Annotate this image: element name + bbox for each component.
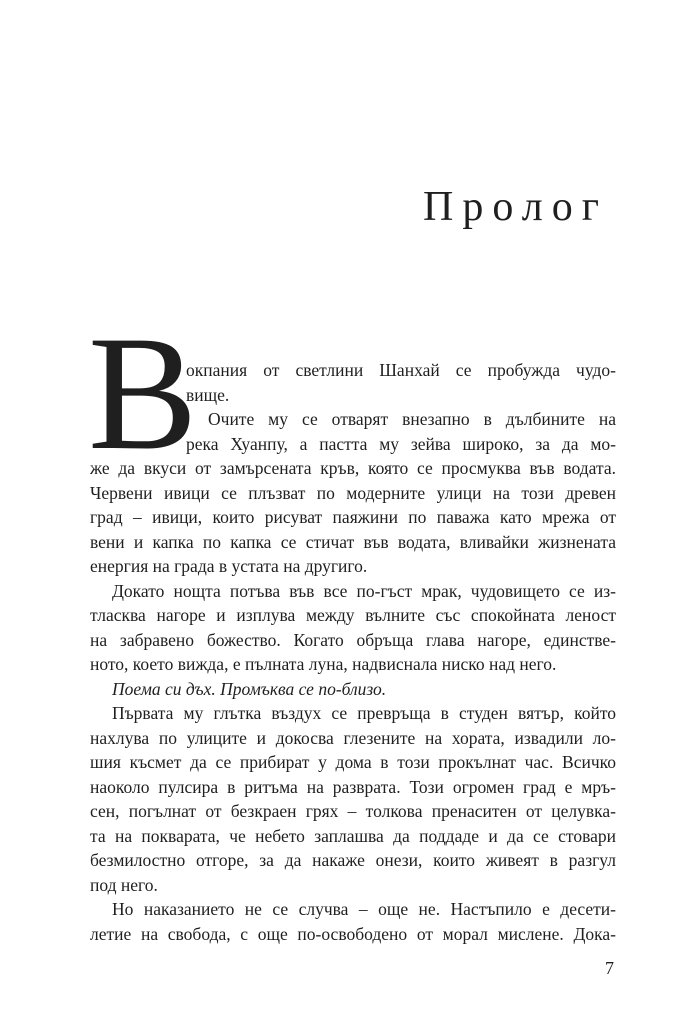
text-line: ното, което вижда, е пълната луна, надвиснала ниско над него. bbox=[90, 654, 557, 674]
text-line: река Хуанпу, а пастта му зейва широко, за да мо- bbox=[186, 433, 616, 454]
text-line: Очите му се отварят внезапно в дълбините на bbox=[208, 409, 616, 429]
page-number: 7 bbox=[605, 958, 614, 978]
text-line: Докато нощта потъва във все по-гъст мрак, чудовището се из- bbox=[112, 580, 616, 601]
chapter-title: Пролог bbox=[423, 184, 608, 230]
text-line: енергия на града в устата на другиго. bbox=[90, 556, 368, 576]
text-line: вище. bbox=[186, 384, 230, 405]
text-line: Първата му глътка въздух се превръща в студен вятър, който bbox=[112, 703, 616, 723]
text-line: вени и капка по капка се стичат във водата, вливайки жизнената bbox=[90, 531, 616, 552]
text-line: безмилостно отгоре, за да накаже онези, които живеят в разгул bbox=[90, 850, 616, 870]
text-line: нахлува по улиците и докосва глезените на хората, извадили ло- bbox=[90, 727, 616, 748]
text-line: на забравено божество. Когато обръща глава нагоре, единстве- bbox=[90, 629, 616, 650]
body-text bbox=[90, 358, 616, 946]
text-line: окпания от светлини Шанхай се пробужда чудо- bbox=[186, 360, 616, 380]
text-line: град – ивици, които рисуват паяжини по паважа като мрежа от bbox=[90, 507, 616, 527]
text-line: Но наказанието не се случва – още не. Настъпило е десети- bbox=[112, 899, 616, 919]
text-line: Поема си дъх. Промъква се по-близо. bbox=[112, 678, 387, 699]
text-line: наоколо пулсира в ритъма на разврата. Този огромен град е мръ- bbox=[90, 776, 616, 797]
text-line: же да вкуси от замърсената кръв, която се просмуква във водата. bbox=[90, 458, 616, 478]
drop-cap: В bbox=[88, 303, 198, 484]
text-line: под него. bbox=[90, 874, 158, 895]
text-line: Червени ивици се плъзват по модерните улици на този древен bbox=[90, 482, 616, 503]
text-line: та на покварата, че небето заплашва да поддаде и да се стовари bbox=[90, 825, 616, 846]
text-line: сен, погълнат от безкраен грях – толкова пренаситен от целувка- bbox=[90, 801, 616, 821]
text-line: шия късмет да се прибират у дома в този прокълнат час. Всичко bbox=[90, 752, 616, 772]
text-line: летие на свобода, с още по-освободено от морал мислене. Дока- bbox=[90, 923, 616, 944]
text-line: тласква нагоре и изплува между вълните със спокойната леност bbox=[90, 605, 616, 625]
